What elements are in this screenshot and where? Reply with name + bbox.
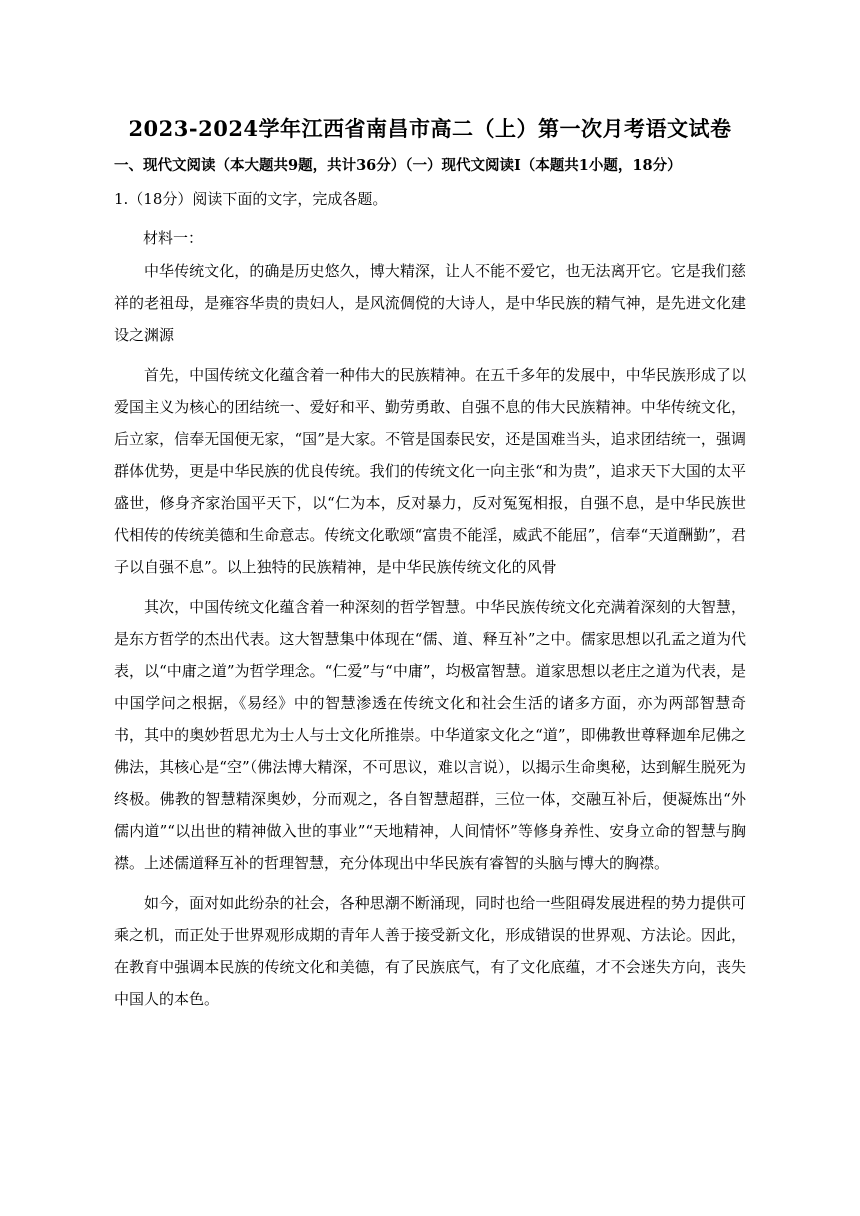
passage-body — [114, 255, 746, 1023]
document-title: 2023-2024学年江西省南昌市高二（上）第一次月考语文试卷 — [128, 116, 732, 141]
paragraph: 首先，中国传统文化蕴含着一种伟大的民族精神。在五千多年的发展中，中华民族形成了以爱国主义为核心的团结统一、爱好和平、勤劳勇敢、自强不息的伟大民族精神。中华传统文化，后立家，信奉无国便无家，“国”是大家。不管是国泰民安，还是国难当头，追求团结统一，强调群体优势，更是中华民族的优良传统。我们的传统文化一向主张“和为贵”，追求天下大国的太平盛世，修身齐家治国平天下，以“仁为本，反对暴力，反对冤冤相报，自强不息，是中华民族世代相传的传统美德和生命意志。传统文化歌颂“富贵不能淫，威武不能屈”，信奉“天道酬勤”，君子以自强不息”。以上独特的民族精神，是中华民族传统文化的风骨 — [114, 366, 746, 576]
question-intro: 1.（18分）阅读下面的文字，完成各题。 — [114, 190, 388, 208]
material-label: 材料一： — [143, 229, 204, 247]
paragraph: 如今，面对如此纷杂的社会，各种思潮不断涌现，同时也给一些阻碍发展进程的势力提供可乘之机，而正处于世界观形成期的青年人善于接受新文化，形成错误的世界观、方法论。因此，在教育中强调本民族的传统文化和美德，有了民族底气，有了文化底蕴，才不会迷失方向，丧失中国人的本色。 — [114, 894, 746, 1008]
paragraph: 中华传统文化，的确是历史悠久，博大精深，让人不能不爱它，也无法离开它。它是我们慈祥的老祖母，是雍容华贵的贵妇人，是风流倜傥的大诗人，是中华民族的精气神，是先进文化建设之渊源 — [114, 262, 746, 344]
section-heading: 一、现代文阅读（本大题共9题，共计36分）（一）现代文阅读Ⅰ（本题共1小题，18分） — [114, 157, 682, 174]
paragraph: 其次，中国传统文化蕴含着一种深刻的哲学智慧。中华民族传统文化充满着深刻的大智慧，是东方哲学的杰出代表。这大智慧集中体现在“儒、道、释互补”之中。儒家思想以孔孟之道为代表，以“中庸之道”为哲学理念。“仁爱”与“中庸”，均极富智慧。道家思想以老庄之道为代表，是中国学问之根据，《易经》中的智慧渗透在传统文化和社会生活的诸多方面，亦为两部智慧奇书，其中的奥妙哲思尤为士人与士文化所推崇。中华道家文化之“道”，即佛教世尊释迦牟尼佛之佛法，其核心是“空”（佛法博大精深，不可思议，难以言说），以揭示生命奥秘，达到解生脱死为终极。佛教的智慧精深奥妙，分而观之，各自智慧超群，三位一体，交融互补后，便凝炼出“外儒内道”“以出世的精神做入世的事业”“天地精神，人间情怀”等修身养性、安身立命的智慧与胸襟。上述儒道释互补的哲理智慧，充分体现出中华民族有睿智的头脑与博大的胸襟。 — [114, 598, 746, 872]
